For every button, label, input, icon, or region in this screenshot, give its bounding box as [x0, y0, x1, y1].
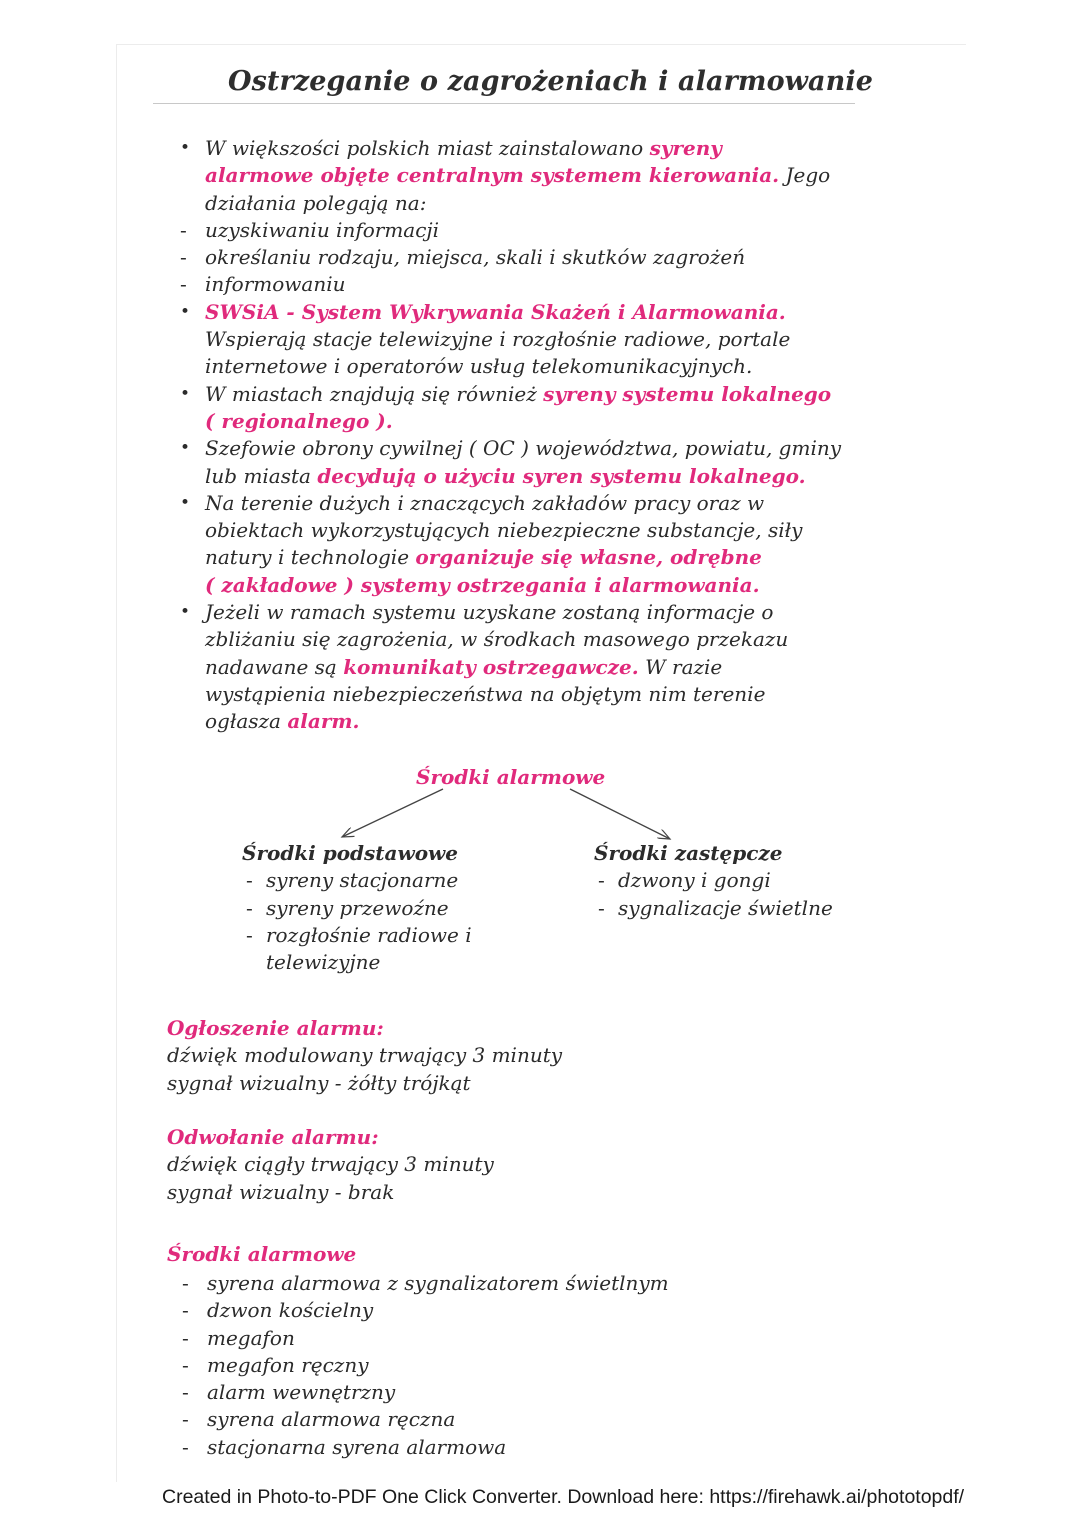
- bullet-line: [180, 544, 840, 571]
- means-list-item: [182, 1352, 669, 1379]
- dash-marker: -: [180, 272, 187, 297]
- bullet-dot-marker: •: [180, 138, 191, 158]
- right-means-item: [594, 867, 833, 894]
- highlighted-text: alarm.: [287, 709, 360, 734]
- body-text: Wspierają stacje telewizyjne i rozgłośnie radiowe, portale: [205, 327, 791, 352]
- item-text: rozgłośnie radiowe i: [266, 922, 472, 947]
- bullet-dot-marker: •: [180, 492, 191, 513]
- item-text: dzwon kościelny: [207, 1298, 374, 1323]
- item-text: dzwony i gongi: [618, 868, 771, 893]
- dash-marker: -: [182, 1380, 189, 1405]
- alarm-cancel-section: [167, 1124, 494, 1206]
- page-border-left: [116, 44, 117, 1482]
- bullet-line: [180, 381, 840, 408]
- body-text: informowaniu: [205, 272, 346, 297]
- dash-marker: -: [182, 1298, 189, 1323]
- bullet-line: [180, 408, 840, 435]
- body-text: Na terenie dużych i znaczących zakładów pracy oraz w: [205, 490, 765, 515]
- body-text: Jego: [779, 163, 831, 188]
- bullet-list: [180, 135, 840, 736]
- body-text: lub miasta: [205, 463, 318, 488]
- bullet-line: [180, 353, 840, 380]
- dash-marker: -: [598, 895, 605, 920]
- body-text: W razie: [638, 654, 723, 679]
- highlighted-text: komunikaty ostrzegawcze.: [343, 654, 639, 679]
- body-text: W miastach znajdują się również: [205, 381, 544, 406]
- diagram-title: Środki alarmowe: [416, 765, 606, 789]
- left-means-item: [242, 922, 472, 949]
- means-list-item: [182, 1270, 669, 1297]
- bullet-line: [180, 681, 840, 708]
- item-text: sygnalizacje świetlne: [618, 895, 833, 920]
- substitute-means-column: [594, 840, 833, 922]
- body-text: ogłasza: [205, 709, 288, 734]
- means-list-item: [182, 1297, 669, 1324]
- bullet-line: [180, 217, 840, 244]
- dash-marker: -: [598, 868, 605, 893]
- left-means-item: [242, 867, 472, 894]
- alarm-announcement-sound: dźwięk modulowany trwający 3 minuty: [167, 1043, 563, 1068]
- alarm-announcement-visual: sygnał wizualny - żółty trójkąt: [167, 1070, 471, 1095]
- bullet-line: [180, 490, 840, 517]
- highlighted-text: alarmowe objęte centralnym systemem kierowania.: [205, 163, 780, 188]
- bullet-line: [180, 162, 840, 189]
- dash-marker: -: [180, 245, 187, 270]
- bullet-line: [180, 190, 840, 217]
- dash-marker: -: [182, 1271, 189, 1295]
- means-list-item: [182, 1325, 669, 1352]
- bullet-line: [180, 708, 840, 735]
- bullet-line: [180, 517, 840, 544]
- dash-marker: -: [182, 1434, 189, 1459]
- alarm-means-diagram: [230, 760, 870, 1000]
- body-text: internetowe i operatorów usług telekomunikacyjnych.: [205, 354, 753, 379]
- arrow-right: [570, 789, 670, 839]
- body-text: W większości polskich miast zainstalowano: [205, 136, 650, 160]
- item-text: syreny stacjonarne: [266, 868, 459, 893]
- bullet-line: [180, 326, 840, 353]
- bullet-dot-marker: •: [180, 602, 191, 623]
- dash-marker: -: [182, 1407, 189, 1432]
- bullet-line: [180, 135, 840, 162]
- bullet-dot-marker: •: [180, 301, 191, 322]
- bullet-dot-marker: •: [180, 383, 191, 404]
- dash-marker: -: [182, 1325, 189, 1350]
- body-text: wystąpienia niebezpieczeństwa na objętym nim terenie: [205, 681, 766, 706]
- alarm-cancel-heading: Odwołanie alarmu:: [167, 1125, 379, 1149]
- basic-means-column: [242, 840, 472, 976]
- dash-marker: -: [182, 1352, 189, 1377]
- highlighted-text: organizuje się własne, odrębne: [415, 545, 762, 570]
- bullet-line: [180, 271, 840, 298]
- item-text: syrena alarmowa ręczna: [207, 1407, 456, 1432]
- alarm-cancel-sound: dźwięk ciągły trwający 3 minuty: [167, 1152, 494, 1177]
- item-text: syreny przewoźne: [266, 895, 449, 920]
- substitute-means-heading: Środki zastępcze: [594, 841, 783, 865]
- page-title: Ostrzeganie o zagrożeniach i alarmowanie: [228, 66, 873, 97]
- item-text: alarm wewnętrzny: [207, 1380, 396, 1405]
- bullet-line: [180, 572, 840, 599]
- item-text: megafon: [207, 1325, 295, 1350]
- item-text: telewizyjne: [266, 950, 381, 975]
- alarm-announcement-heading: Ogłoszenie alarmu:: [167, 1016, 384, 1040]
- bullet-dot-marker: •: [180, 438, 191, 459]
- means-list-item: [182, 1406, 669, 1433]
- means-list-item: [182, 1434, 669, 1461]
- arrow-left: [342, 789, 443, 837]
- highlighted-text: syreny: [649, 136, 722, 160]
- bullet-line: [180, 244, 840, 271]
- body-text: natury i technologie: [205, 545, 416, 570]
- alarm-means-section-heading-wrap: [167, 1241, 356, 1268]
- bullet-line: [180, 654, 840, 681]
- title-underline: [153, 103, 855, 104]
- item-text: megafon ręczny: [207, 1352, 369, 1377]
- highlighted-text: SWSiA - System Wykrywania Skażeń i Alarmowania.: [205, 299, 786, 324]
- bullet-line: [180, 599, 840, 626]
- body-text: działania polegają na:: [205, 190, 427, 215]
- dash-marker: -: [246, 922, 253, 947]
- bullet-line: [180, 626, 840, 653]
- basic-means-heading: Środki podstawowe: [242, 841, 458, 865]
- alarm-means-heading: Środki alarmowe: [167, 1242, 357, 1266]
- alarm-cancel-visual: sygnał wizualny - brak: [167, 1179, 395, 1204]
- dash-marker: -: [246, 868, 253, 893]
- footer-credit: Created in Photo-to-PDF One Click Converter. Download here: https://firehawk.ai/phototopdf/: [162, 1486, 965, 1508]
- left-means-item: [242, 949, 472, 976]
- right-means-item: [594, 895, 833, 922]
- bullet-line: [180, 463, 840, 490]
- dash-marker: -: [180, 217, 187, 242]
- alarm-announcement-section: [167, 1015, 562, 1097]
- highlighted-text: decydują o użyciu syren systemu lokalnego.: [317, 463, 806, 488]
- body-text: Jeżeli w ramach systemu uzyskane zostaną informacje o: [205, 600, 774, 625]
- body-text: zbliżaniu się zagrożenia, w środkach masowego przekazu: [205, 627, 789, 652]
- dash-marker: -: [246, 895, 253, 920]
- body-text: określaniu rodzaju, miejsca, skali i skutków zagrożeń: [205, 245, 746, 270]
- item-text: stacjonarna syrena alarmowa: [207, 1434, 507, 1459]
- body-text: uzyskiwaniu informacji: [205, 217, 440, 242]
- highlighted-text: ( regionalnego ).: [205, 408, 393, 433]
- page-border-top: [116, 44, 966, 45]
- means-list-item: [182, 1379, 669, 1406]
- alarm-means-list: [182, 1270, 669, 1461]
- bullet-line: [180, 299, 840, 326]
- bullet-line: [180, 435, 840, 462]
- left-means-item: [242, 895, 472, 922]
- item-text: syrena alarmowa z sygnalizatorem świetlnym: [207, 1271, 669, 1295]
- highlighted-text: syreny systemu lokalnego: [543, 381, 832, 406]
- body-text: Szefowie obrony cywilnej ( OC ) województwa, powiatu, gminy: [205, 436, 842, 461]
- body-text: nadawane są: [205, 654, 344, 679]
- highlighted-text: ( zakładowe ) systemy ostrzegania i alarmowania.: [205, 572, 760, 597]
- body-text: obiektach wykorzystujących niebezpieczne substancje, siły: [205, 518, 803, 543]
